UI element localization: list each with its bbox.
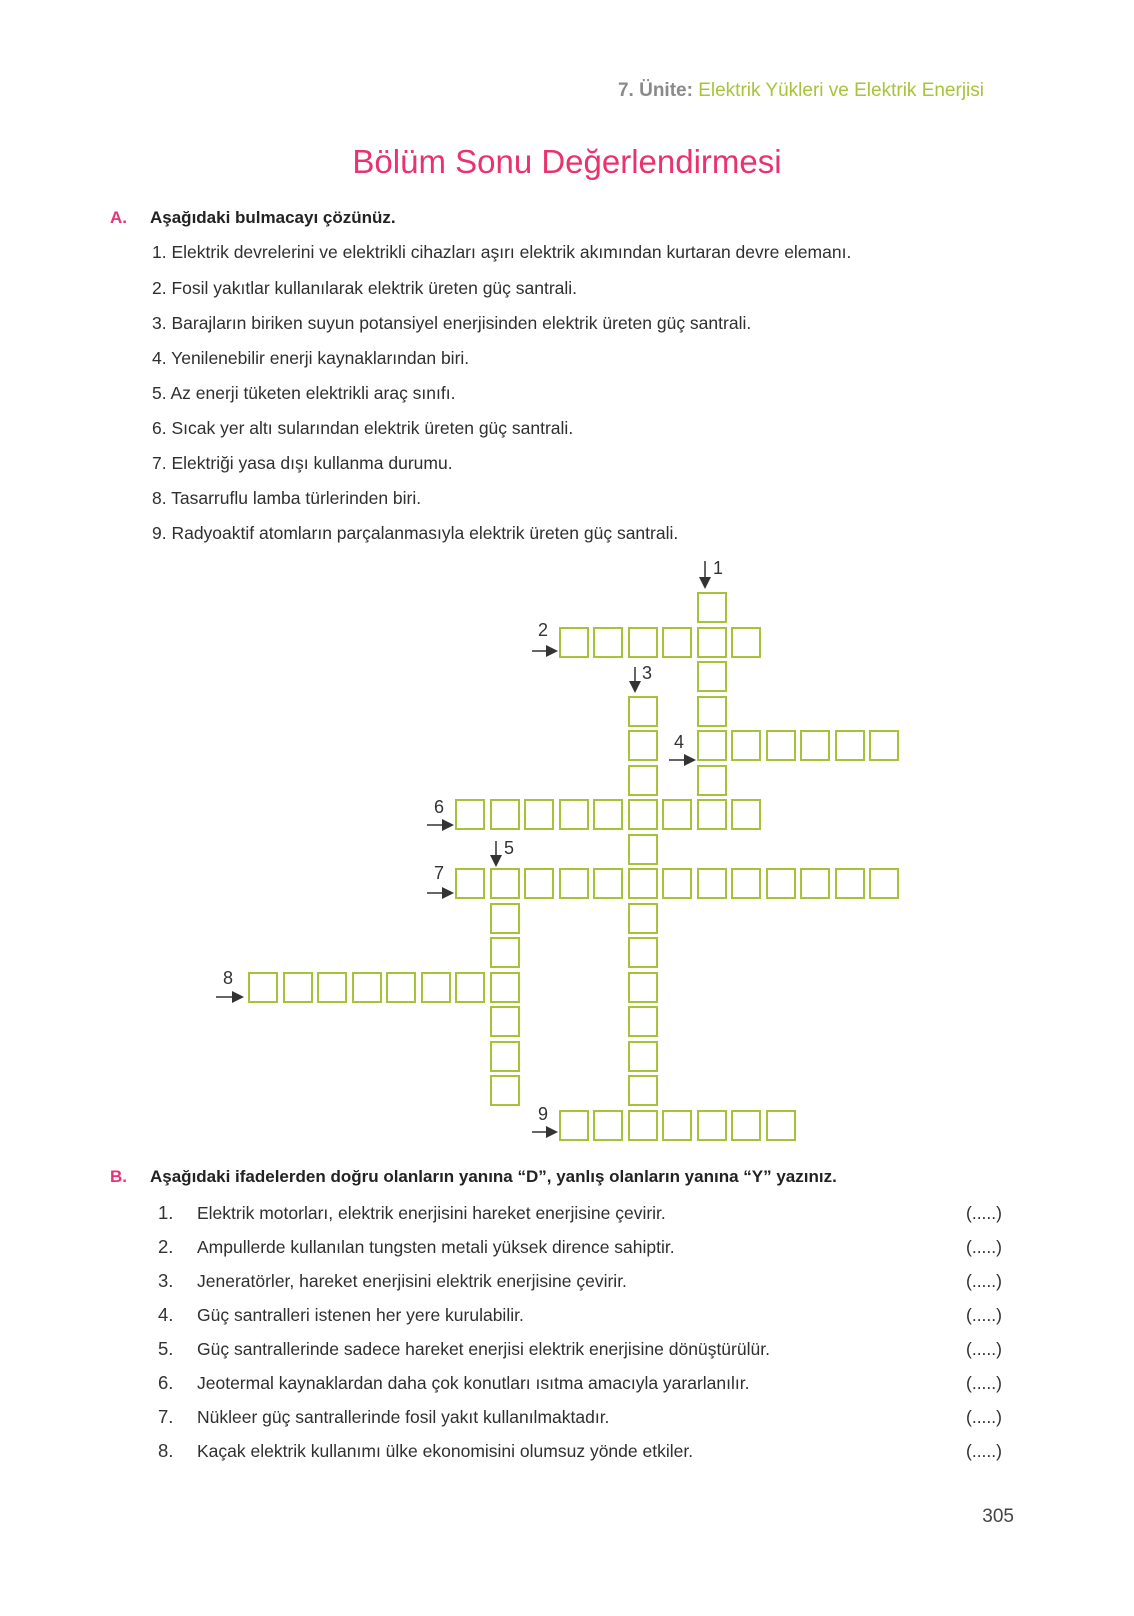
- puzzle-number-5: 5: [504, 838, 515, 858]
- section-a-letter: A.: [110, 208, 127, 227]
- puzzle-number-7: 7: [434, 863, 445, 883]
- clue-1: 1. Elektrik devrelerini ve elektrikli cihazları aşırı elektrik akımından kurtaran devre elemanı.: [152, 242, 852, 262]
- puzzle-number-2: 2: [538, 620, 549, 640]
- clue-9: 9. Radyoaktif atomların parçalanmasıyla elektrik üreten güç santrali.: [152, 523, 679, 543]
- page-title: Bölüm Sonu Değerlendirmesi: [352, 143, 782, 180]
- answer-blank[interactable]: (.....): [966, 1305, 1002, 1325]
- statement-text: Güç santralleri istenen her yere kurulabilir.: [197, 1305, 524, 1325]
- answer-blank[interactable]: (.....): [966, 1237, 1002, 1257]
- page-number: 305: [982, 1506, 1014, 1527]
- statement-number: 5.: [158, 1338, 174, 1359]
- puzzle-number-1: 1: [713, 558, 724, 578]
- clue-4: 4. Yenilenebilir enerji kaynaklarından biri.: [152, 348, 470, 368]
- statement-number: 4.: [158, 1304, 174, 1325]
- section-b-instruction: Aşağıdaki ifadelerden doğru olanların yanına “D”, yanlış olanların yanına “Y” yazınız.: [150, 1167, 837, 1186]
- answer-blank[interactable]: (.....): [966, 1407, 1002, 1427]
- puzzle-number-3: 3: [642, 663, 653, 683]
- clue-6: 6. Sıcak yer altı sularından elektrik üreten güç santrali.: [152, 418, 574, 438]
- answer-blank[interactable]: (.....): [966, 1271, 1002, 1291]
- statement-text: Nükleer güç santrallerinde fosil yakıt kullanılmaktadır.: [197, 1407, 610, 1427]
- statement-text: Jeneratörler, hareket enerjisini elektrik enerjisine çevirir.: [197, 1271, 627, 1291]
- answer-blank[interactable]: (.....): [966, 1203, 1002, 1223]
- puzzle-number-6: 6: [434, 797, 445, 817]
- statement-text: Elektrik motorları, elektrik enerjisini hareket enerjisine çevirir.: [197, 1203, 666, 1223]
- statement-text: Güç santrallerinde sadece hareket enerjisi elektrik enerjisine dönüştürülür.: [197, 1339, 770, 1359]
- unit-title: Elektrik Yükleri ve Elektrik Enerjisi: [698, 80, 984, 101]
- clue-3: 3. Barajların biriken suyun potansiyel enerjisinden elektrik üreten güç santrali.: [152, 313, 752, 333]
- statement-text: Ampullerde kullanılan tungsten metali yüksek dirence sahiptir.: [197, 1237, 675, 1257]
- clue-5: 5. Az enerji tüketen elektrikli araç sınıfı.: [152, 383, 456, 403]
- answer-blank[interactable]: (.....): [966, 1339, 1002, 1359]
- unit-label: 7. Ünite:: [617, 80, 693, 101]
- statement-text: Kaçak elektrik kullanımı ülke ekonomisini olumsuz yönde etkiler.: [197, 1441, 694, 1461]
- answer-blank[interactable]: (.....): [966, 1441, 1002, 1461]
- clue-7: 7. Elektriği yasa dışı kullanma durumu.: [152, 453, 453, 473]
- answer-blank[interactable]: (.....): [966, 1373, 1002, 1393]
- statement-number: 6.: [158, 1372, 174, 1393]
- statement-number: 2.: [158, 1236, 174, 1257]
- section-b-letter: B.: [110, 1167, 127, 1186]
- statement-number: 3.: [158, 1270, 174, 1291]
- clue-8: 8. Tasarruflu lamba türlerinden biri.: [152, 488, 422, 508]
- statement-number: 1.: [158, 1202, 174, 1223]
- puzzle-number-8: 8: [223, 968, 234, 988]
- clue-2: 2. Fosil yakıtlar kullanılarak elektrik üreten güç santrali.: [152, 278, 578, 298]
- statement-text: Jeotermal kaynaklardan daha çok konutları ısıtma amacıyla yararlanılır.: [197, 1373, 750, 1393]
- statement-number: 8.: [158, 1440, 174, 1461]
- puzzle-number-9: 9: [538, 1104, 549, 1124]
- section-a-instruction: Aşağıdaki bulmacayı çözünüz.: [150, 208, 396, 227]
- statement-number: 7.: [158, 1406, 174, 1427]
- puzzle-number-4: 4: [674, 732, 685, 752]
